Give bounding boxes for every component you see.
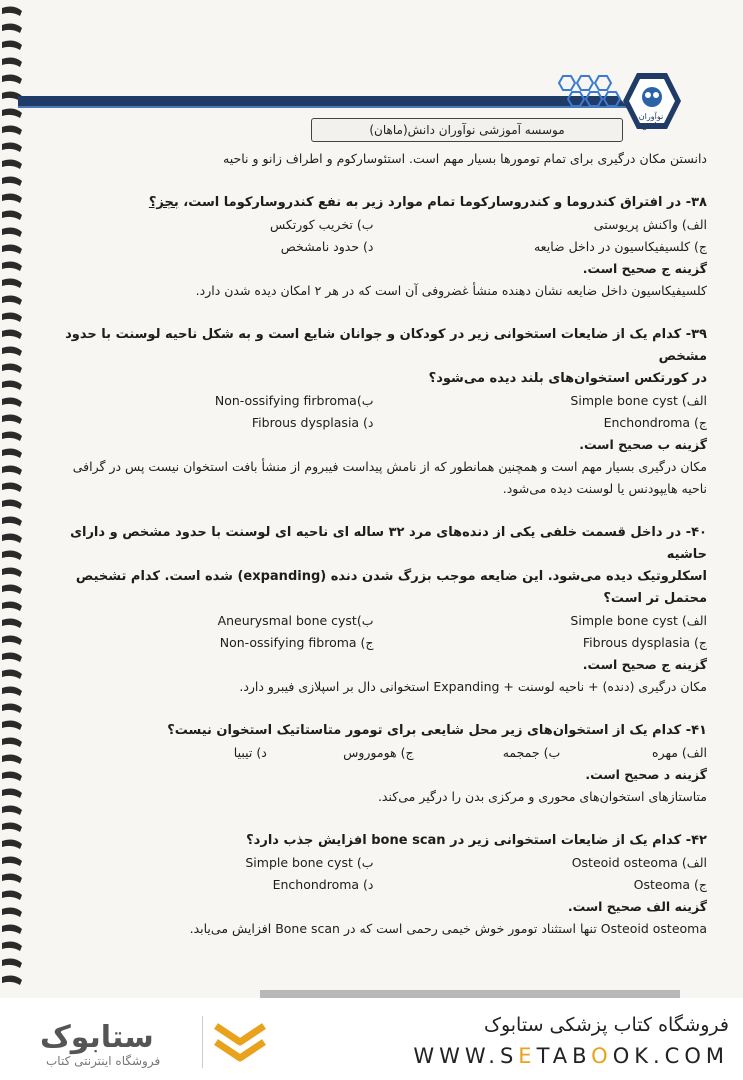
- spiral-coil: [2, 755, 22, 764]
- divider: [202, 1016, 203, 1068]
- option: د) Fibrous dysplasia: [251, 415, 374, 430]
- question-41: [40, 720, 707, 808]
- spiral-coil: [2, 483, 22, 492]
- spiral-coil: [2, 75, 22, 84]
- spiral-coil: [2, 449, 22, 458]
- explanation: مکان درگیری بسیار مهم است و همچنین همانطور که از نامش پیداست فیبروم از منشأ بافت استخوان نیست پس در گرافی: [72, 459, 707, 474]
- spiral-coil: [2, 840, 22, 849]
- question-stem: ۴۰- در داخل قسمت خلفی یکی از دنده‌های مرد ۳۲ ساله ای ناحیه ای لوسنت با حدود مشخص و دارای حاشیه: [70, 525, 707, 562]
- explanation: مکان درگیری (دنده) + ناحیه لوسنت + Expanding استخوانی دال بر اسپلازی فیبرو دارد.: [239, 679, 707, 694]
- brand-logo: ستابوک: [40, 1020, 154, 1055]
- options-row: [40, 852, 707, 874]
- spiral-coil: [2, 24, 22, 33]
- spiral-coil: [2, 381, 22, 390]
- spiral-coil: [2, 636, 22, 645]
- spiral-coil: [2, 704, 22, 713]
- option: ب) Simple bone cyst: [245, 855, 374, 870]
- option: ب)Non-ossifying firbroma: [214, 393, 374, 408]
- option: د) تیبیا: [233, 745, 267, 760]
- spiral-coil: [2, 143, 22, 152]
- spiral-coil: [2, 585, 22, 594]
- spiral-coil: [2, 568, 22, 577]
- chevron-logo-icon: [212, 1016, 268, 1072]
- spiral-coil: [2, 296, 22, 305]
- spiral-coil: [2, 245, 22, 254]
- logo-text: نوآوران دانش: [638, 112, 664, 130]
- spiral-coil: [2, 228, 22, 237]
- spiral-coil: [2, 466, 22, 475]
- answer: گزینه د صحیح است.: [585, 767, 707, 782]
- option: ج) Non-ossifying fibroma: [219, 635, 374, 650]
- spiral-coil: [2, 262, 22, 271]
- spiral-coil: [2, 126, 22, 135]
- options-row: [40, 874, 707, 896]
- option: ب) جمجمه: [502, 745, 561, 760]
- spiral-coil: [2, 670, 22, 679]
- question-stem: اسکلروتیک دیده می‌شود. این ضایعه موجب بزرگ شدن دنده (expanding) شده است. کدام تشخیص محتمل تر است؟: [75, 569, 707, 606]
- option: ب)Aneurysmal bone cyst: [217, 613, 374, 628]
- question-40: [40, 522, 707, 698]
- options-row: [40, 632, 707, 654]
- spiral-coil: [2, 177, 22, 186]
- options-row: [40, 412, 707, 434]
- spiral-coil: [2, 959, 22, 968]
- page-content: [40, 148, 707, 940]
- spiral-coil: [2, 160, 22, 169]
- page-bottom-strip: [260, 990, 680, 998]
- spiral-coil: [2, 789, 22, 798]
- spiral-coil: [2, 874, 22, 883]
- spiral-coil: [2, 347, 22, 356]
- spiral-coil: [2, 823, 22, 832]
- explanation: Osteoid osteoma تنها استثناد تومور خوش خیمی رحمی است که در Bone scan افزایش می‌یابد.: [189, 921, 707, 936]
- spiral-coil: [2, 806, 22, 815]
- answer: گزینه ج صحیح است.: [582, 261, 707, 276]
- answer: گزینه الف صحیح است.: [567, 899, 707, 914]
- question-42: [40, 830, 707, 940]
- question-38: [40, 192, 707, 302]
- question-39: [40, 324, 707, 500]
- question-stem: ۳۹- کدام یک از ضایعات استخوانی زیر در کودکان و جوانان شایع است و به شکل ناحیه لوسنت با حدود مشخص: [65, 327, 707, 364]
- option: ج) Enchondroma: [603, 415, 707, 430]
- spiral-coil: [2, 551, 22, 560]
- spiral-coil: [2, 194, 22, 203]
- option: ج) Fibrous dysplasia: [582, 635, 707, 650]
- spiral-coil: [2, 738, 22, 747]
- question-stem: ۳۸- در افتراق کندروما و کندروسارکوما تمام موارد زیر به نفع کندروسارکوما است، بجز؟: [148, 195, 707, 210]
- intro-line: دانستن مکان درگیری برای تمام تومورها بسیار مهم است. استئوسارکوم و اطراف زانو و ناحیه: [223, 151, 707, 166]
- spiral-coil: [2, 891, 22, 900]
- option: الف) مهره: [652, 745, 707, 760]
- option: ج) Osteoma: [633, 877, 707, 892]
- option: د) Enchondroma: [272, 877, 374, 892]
- spiral-coil: [2, 925, 22, 934]
- spiral-coil: [2, 279, 22, 288]
- spiral-coil: [2, 619, 22, 628]
- spiral-coil: [2, 517, 22, 526]
- answer: گزینه ج صحیح است.: [582, 657, 707, 672]
- spiral-coil: [2, 942, 22, 951]
- options-row: [40, 390, 707, 412]
- option: ب) تخریب کورتکس: [269, 217, 374, 232]
- spiral-coil: [2, 41, 22, 50]
- spiral-coil: [2, 330, 22, 339]
- spiral-coil: [2, 772, 22, 781]
- shop-url[interactable]: WWW.SETABOOK.COM: [413, 1044, 729, 1068]
- institute-name: موسسه آموزشی نوآوران دانش(ماهان): [311, 118, 623, 142]
- options-row: [40, 742, 707, 764]
- question-stem: در کورتکس استخوان‌های بلند دیده می‌شود؟: [428, 371, 707, 386]
- spiral-coil: [2, 415, 22, 424]
- option: الف) Simple bone cyst: [570, 613, 707, 628]
- spiral-coil: [2, 313, 22, 322]
- explanation: ناحیه هایپودنس یا لوسنت دیده می‌شود.: [502, 481, 707, 496]
- spiral-coil: [2, 653, 22, 662]
- explanation: کلسیفیکاسیون داخل ضایعه نشان دهنده منشأ غضروفی آن است که در هر ۲ امکان دیده شدن دارد.: [195, 283, 707, 298]
- answer: گزینه ب صحیح است.: [579, 437, 707, 452]
- spiral-coil: [2, 534, 22, 543]
- spiral-coil: [2, 976, 22, 985]
- options-row: [40, 610, 707, 632]
- brand-subtitle: فروشگاه اینترنتی کتاب: [46, 1054, 161, 1068]
- spiral-coil: [2, 7, 22, 16]
- question-stem: ۴۲- کدام یک از ضایعات استخوانی زیر در bone scan افزایش جذب دارد؟: [246, 833, 707, 848]
- shop-name: فروشگاه کتاب پزشکی ستابوک: [483, 1014, 729, 1036]
- spiral-coil: [2, 857, 22, 866]
- spiral-coil: [2, 500, 22, 509]
- option: الف) Osteoid osteoma: [571, 855, 707, 870]
- option: ج) کلسیفیکاسیون در داخل ضایعه: [533, 239, 707, 254]
- options-row: [40, 236, 707, 258]
- options-row: [40, 214, 707, 236]
- except-word: بجز؟: [148, 195, 179, 210]
- question-stem: ۴۱- کدام یک از استخوان‌های زیر محل شایعی برای تومور متاستاتیک استخوان نیست؟: [167, 723, 707, 738]
- option: الف) واکنش پریوستی: [593, 217, 707, 232]
- spiral-coil: [2, 58, 22, 67]
- spiral-coil: [2, 602, 22, 611]
- spiral-coil: [2, 908, 22, 917]
- spiral-coil: [2, 721, 22, 730]
- spiral-coil: [2, 364, 22, 373]
- spiral-binding: [0, 0, 26, 998]
- explanation: متاستازهای استخوان‌های محوری و مرکزی بدن را درگیر می‌کند.: [377, 789, 707, 804]
- footer-banner: [0, 998, 743, 1080]
- spiral-coil: [2, 432, 22, 441]
- spiral-coil: [2, 398, 22, 407]
- option: د) حدود نامشخص: [280, 239, 374, 254]
- option: ج) هوموروس: [343, 745, 414, 760]
- spiral-coil: [2, 687, 22, 696]
- option: الف) Simple bone cyst: [570, 393, 707, 408]
- spiral-coil: [2, 211, 22, 220]
